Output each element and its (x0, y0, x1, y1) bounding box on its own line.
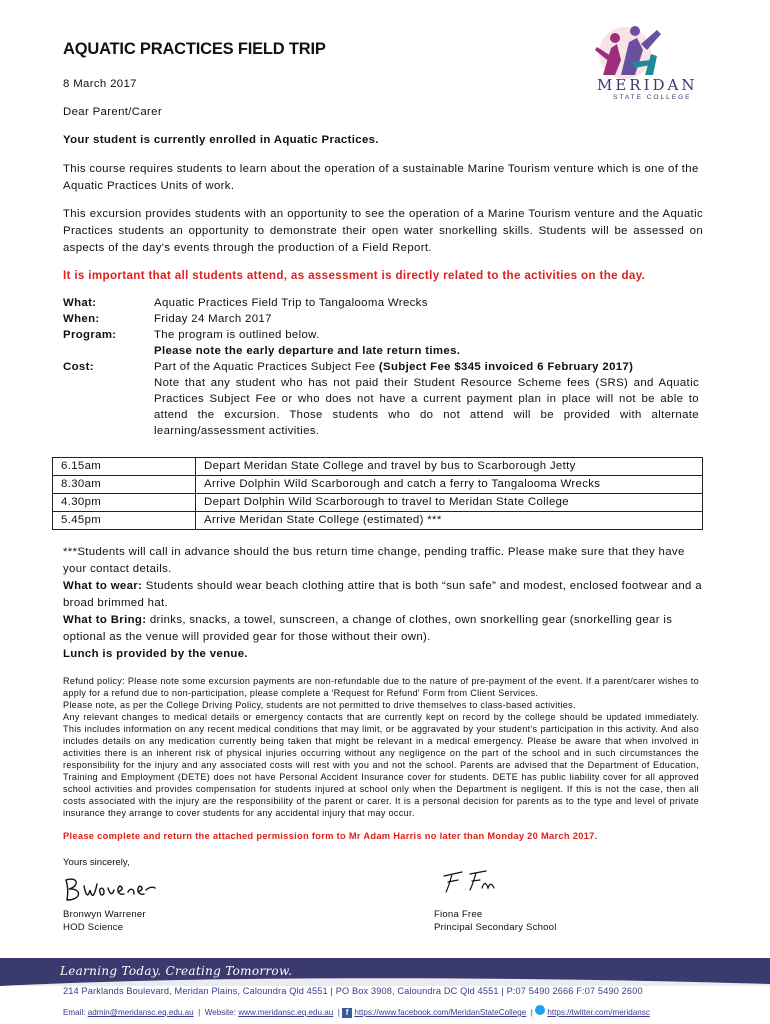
program-label: Program: (63, 329, 117, 341)
facebook-icon: f (342, 1008, 352, 1018)
facebook-link[interactable]: https://www.facebook.com/MeridanStateCollege (354, 1008, 527, 1017)
important-notice: It is important that all students attend, as assessment is directly related to the activities on the day. (63, 269, 646, 282)
footer-phone-fax: P:07 5490 2666 F:07 5490 2600 (506, 986, 643, 996)
signature-warrener-icon (60, 874, 160, 904)
what-value: Aquatic Practices Field Trip to Tangalooma Wrecks (154, 297, 428, 309)
table-row (53, 476, 703, 494)
table-row (53, 494, 703, 512)
schedule-time: 8.30am (53, 476, 196, 494)
signer2-name: Fiona Free (434, 909, 483, 920)
return-notice: Please complete and return the attached permission form to Mr Adam Harris no later than Monday 20 March 2017. (63, 831, 598, 841)
schedule-time: 6.15am (53, 458, 196, 476)
email-link[interactable]: admin@meridansc.eq.edu.au (87, 1008, 194, 1017)
letter-date: 8 March 2017 (63, 78, 137, 90)
email-label: Email: (63, 1008, 88, 1017)
page-title: AQUATIC PRACTICES FIELD TRIP (63, 40, 326, 58)
wear-label: What to wear: (63, 580, 143, 592)
website-link[interactable]: www.meridansc.eq.edu.au (238, 1008, 334, 1017)
footer-band (0, 958, 770, 986)
what-to-wear (63, 578, 703, 612)
footer-contact: 214 Parklands Boulevard, Meridan Plains, Caloundra Qld 4551 | PO Box 3908, Caloundra DC Qld 4551 | P:07 5490 2666 F:07 5490 2600 (63, 986, 643, 996)
subject-fee: (Subject Fee $345 invoiced 6 February 2017) (378, 361, 634, 373)
lunch-note: Lunch is provided by the venue. (63, 648, 248, 660)
college-logo (585, 20, 700, 105)
program-value: The program is outlined below. (154, 329, 320, 341)
what-to-bring (63, 612, 703, 646)
enrolled-statement: Your student is currently enrolled in Aquatic Practices. (63, 134, 379, 146)
what-label: What: (63, 297, 97, 309)
website-label: Website: (204, 1008, 239, 1017)
footer-address: 214 Parklands Boulevard, Meridan Plains, Caloundra Qld 4551 (63, 986, 328, 996)
course-paragraph: This course requires students to learn about the operation of a sustainable Marine Tourism venture which is one of the Aquatic Practices Units of work. (63, 163, 699, 192)
table-row (53, 458, 703, 476)
yours-sincerely: Yours sincerely, (63, 857, 130, 868)
footer-links: Email: admin@meridansc.eq.edu.au | Website: www.meridansc.eq.edu.au | f https://www.facebook.com/MeridanStateCollege | https://twitter.com/meridansc (63, 1005, 650, 1018)
schedule-activity: Arrive Meridan State College (estimated) *** (196, 512, 703, 530)
driving-policy: Please note, as per the College Driving Policy, students are not permitted to drive themselves to class-based activities. (63, 700, 576, 710)
cost-value (154, 359, 699, 439)
excursion-paragraph: This excursion provides students with an opportunity to see the operation of a Marine Tourism venture and the Aquatic Practices students an opportunity to demonstrate their open water snorkelling skills. Students will be assessed on aspects of the day's events through the production of a Field Report. (63, 208, 703, 254)
cost-text: Part of the Aquatic Practices Subject Fee (154, 361, 379, 373)
footer-po-box: PO Box 3908, Caloundra DC Qld 4551 (335, 986, 499, 996)
bring-text: drinks, snacks, a towel, sunscreen, a change of clothes, own snorkelling gear (snorkelling gear is optional as the venue will provided gear for those without their own). (63, 614, 673, 643)
schedule-activity: Arrive Dolphin Wild Scarborough and catch a ferry to Tangalooma Wrecks (196, 476, 703, 494)
schedule-activity: Depart Dolphin Wild Scarborough to travel to Meridan State College (196, 494, 703, 512)
logo-subtitle: STATE COLLEGE (613, 94, 692, 101)
logo-name: MERIDAN (597, 76, 698, 94)
schedule-time: 5.45pm (53, 512, 196, 530)
footer-motto: Learning Today. Creating Tomorrow. (60, 964, 293, 978)
footer-wave-icon (0, 976, 770, 986)
logo-figures-icon (585, 20, 700, 80)
schedule-activity: Depart Meridan State College and travel by bus to Scarborough Jetty (196, 458, 703, 476)
medical-paragraph: Any relevant changes to medical details or emergency contacts that are currently kept on record by the college should be updated immediately. This includes information on any recent medical conditions that may limit, or be aggravated by your student's participation in this activity. And also includes details on any medication currently being taken that might be relevant in a medical emergency. Please be aware that when involved in activities there is an inherent risk of physical injuries occurring without any negligence on the part of the school and in such circumstances the responsibility for the injury and any associated costs will rest with you and not the school. Parents are advised that the Department of Education, Training and Employment (DETE) does not have Personal Accident Insurance cover for students. DETE has public liability cover for all approved school activities and provides compensation for students injured at school only when the Department is negligent. If this is not the case, then all costs associated with the injury are the responsibility of the parent or carer. It is a personal decision for parents as to the type and level of private insurance they arrange to cover students for any accidental injury that may occur. (63, 712, 699, 818)
signer1-name: Bronwyn Warrener (63, 909, 146, 920)
program-note: Please note the early departure and late return times. (154, 345, 461, 357)
when-value: Friday 24 March 2017 (154, 313, 272, 325)
cost-condition: Note that any student who has not paid their Student Resource Scheme fees (SRS) and Aquatic Practices Subject Fee or who does not have a current payment plan in place will not be able to attend the excursion. Those students who do not attend will be provided with alternate learning/assessment activities. (154, 377, 699, 437)
when-label: When: (63, 313, 100, 325)
signer2-role: Principal Secondary School (434, 922, 557, 933)
greeting: Dear Parent/Carer (63, 106, 163, 118)
schedule-table (52, 457, 703, 530)
schedule-time: 4.30pm (53, 494, 196, 512)
refund-policy (63, 675, 699, 819)
table-row (53, 512, 703, 530)
cost-label: Cost: (63, 361, 94, 373)
refund-paragraph: Refund policy: Please note some excursion payments are non-refundable due to the nature of pre-payment of the event. If a parent/carer wishes to apply for a refund due to non-participation, please complete a 'Request for Refund' Form from Client Services. (63, 676, 699, 698)
twitter-link[interactable]: https://twitter.com/meridansc (547, 1008, 650, 1017)
twitter-icon (535, 1005, 545, 1015)
traffic-note: ***Students will call in advance should the bus return time change, pending traffic. Please make sure that they have your contact details. (63, 546, 685, 575)
signature-free-icon (440, 866, 500, 896)
bring-label: What to Bring: (63, 614, 147, 626)
signer1-role: HOD Science (63, 922, 124, 933)
wear-text: Students should wear beach clothing attire that is both “sun safe” and modest, enclosed footwear and a broad brimmed hat. (63, 580, 702, 609)
